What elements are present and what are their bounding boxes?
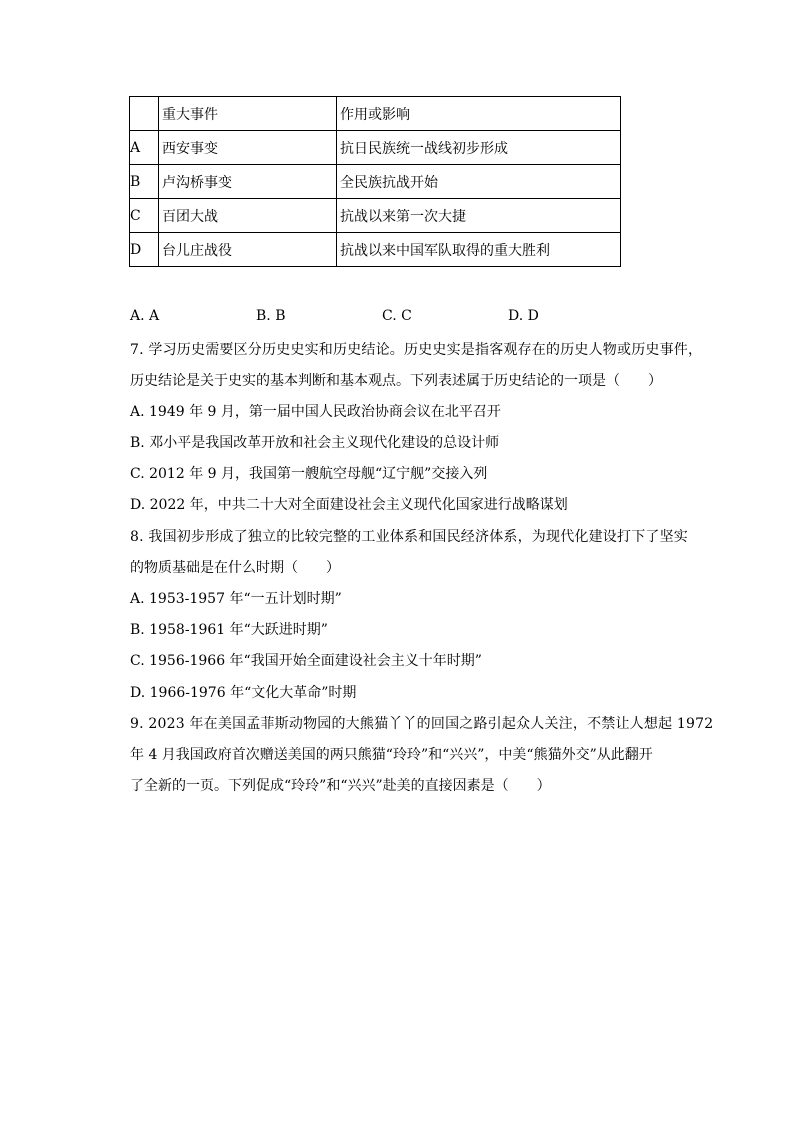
table-cell: 西安事变 — [159, 131, 337, 165]
table-header-row — [130, 97, 621, 131]
table-cell: 抗战以来第一次大捷 — [337, 199, 621, 233]
table-header-cell: 作用或影响 — [337, 97, 621, 131]
q7-stem-line1: 7. 学习历史需要区分历史史实和历史结论。历史史实是指客观存在的历史人物或历史事件， — [130, 342, 703, 358]
table-cell: 百团大战 — [159, 199, 337, 233]
q8-stem-line2: 的物质基础是在什么时期（ ） — [130, 560, 340, 576]
q7-option-d[interactable]: D. 2022 年，中共二十大对全面建设社会主义现代化国家进行战略谋划 — [130, 497, 568, 513]
table-header-cell — [130, 97, 159, 131]
table-cell: 抗日民族统一战线初步形成 — [337, 131, 621, 165]
table-cell: 卢沟桥事变 — [159, 165, 337, 199]
table-header-cell: 重大事件 — [159, 97, 337, 131]
q9-stem-line1: 9. 2023 年在美国孟菲斯动物园的大熊猫丫丫的回国之路引起众人关注，不禁让人想起 1972 — [130, 716, 714, 732]
table-cell: A — [130, 131, 159, 165]
q8-option-c[interactable]: C. 1956-1966 年“我国开始全面建设社会主义十年时期” — [130, 653, 482, 669]
choice-a[interactable]: A. A — [130, 308, 160, 324]
q9-stem-line2: 年 4 月我国政府首次赠送美国的两只熊猫“玲玲”和“兴兴”，中美“熊猫外交”从此翻开 — [130, 747, 653, 763]
q8-stem-line1: 8. 我国初步形成了独立的比较完整的工业体系和国民经济体系，为现代化建设打下了坚实 — [130, 529, 689, 545]
q8-option-d[interactable]: D. 1966-1976 年“文化大革命”时期 — [130, 685, 357, 701]
table-row — [130, 165, 621, 199]
table-row — [130, 131, 621, 165]
q7-option-c[interactable]: C. 2012 年 9 月，我国第一艘航空母舰“辽宁舰”交接入列 — [130, 466, 488, 482]
q9-stem-line3: 了全新的一页。下列促成“玲玲”和“兴兴”赴美的直接因素是（ ） — [130, 778, 551, 794]
table-cell: 全民族抗战开始 — [337, 165, 621, 199]
table-cell: B — [130, 165, 159, 199]
q8-option-a[interactable]: A. 1953-1957 年“一五计划时期” — [130, 591, 342, 607]
table-row — [130, 199, 621, 233]
table-cell: 抗战以来中国军队取得的重大胜利 — [337, 233, 621, 267]
choice-c[interactable]: C. C — [382, 308, 412, 324]
q8-option-b[interactable]: B. 1958-1961 年“大跃进时期” — [130, 622, 328, 638]
table-cell: C — [130, 199, 159, 233]
q7-stem-line2: 历史结论是关于史实的基本判断和基本观点。下列表述属于历史结论的一项是（ ） — [130, 373, 662, 389]
table-cell: D — [130, 233, 159, 267]
choice-d[interactable]: D. D — [508, 308, 539, 324]
choice-b[interactable]: B. B — [256, 308, 286, 324]
q7-option-a[interactable]: A. 1949 年 9 月，第一届中国人民政治协商会议在北平召开 — [130, 404, 501, 420]
table-row — [130, 233, 621, 267]
q7-option-b[interactable]: B. 邓小平是我国改革开放和社会主义现代化建设的总设计师 — [130, 435, 500, 451]
q6-choices — [130, 308, 690, 328]
table-cell: 台儿庄战役 — [159, 233, 337, 267]
events-table — [129, 96, 621, 267]
